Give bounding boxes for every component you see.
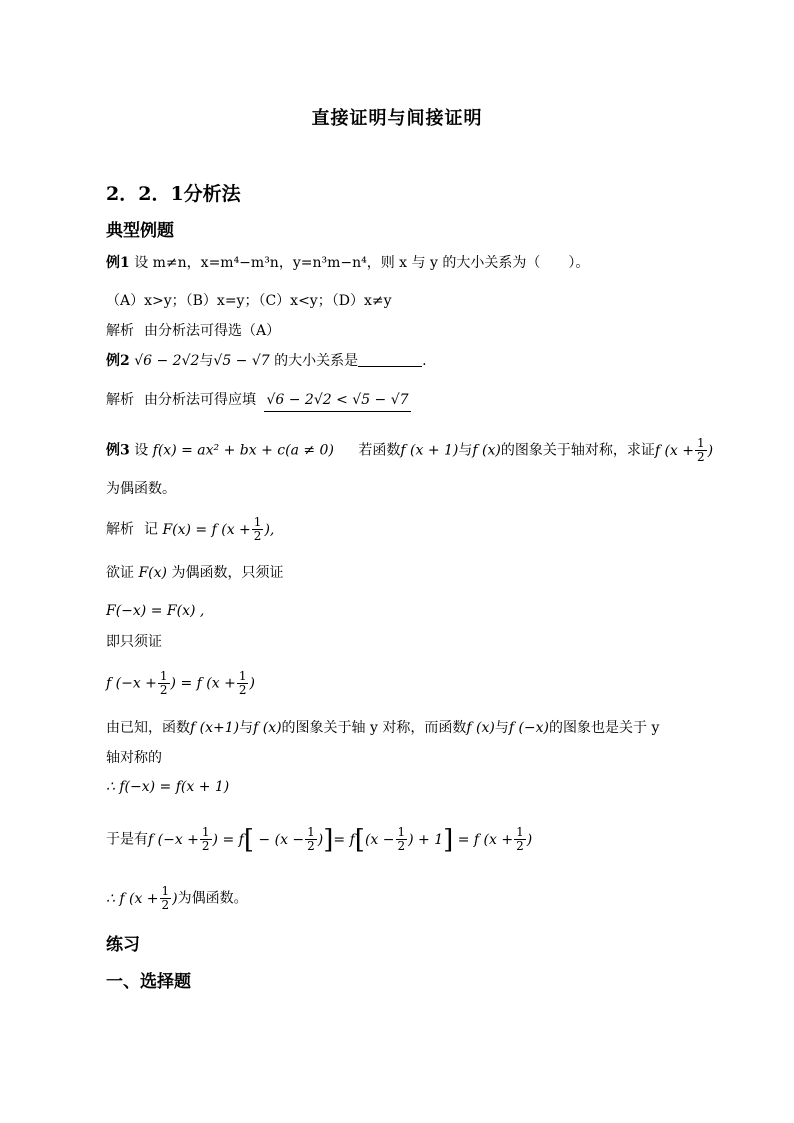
example-1-text: 设 m≠n，x=m⁴−m³n，y=n³m−n⁴，则 x 与 y 的大小关系为（ ）。	[129, 255, 590, 271]
only-need: 即只须证	[106, 634, 162, 650]
example-1-label: 例1	[106, 255, 130, 271]
known-statement: 由已知，函数f (x+1)与f (x)的图象关于轴 y 对称，而函数f (x)与f (−x)的图象也是关于 y	[106, 720, 660, 736]
example-3-analysis: 解析 记 F(x) = f (x + $\frac{1}{2}$ ),	[106, 515, 275, 543]
want-to-prove: 欲证 F(x) 为偶函数，只须证	[106, 565, 284, 581]
example-3-statement-cont: 为偶函数。	[106, 481, 176, 497]
known-statement-cont: 轴对称的	[106, 750, 162, 766]
analysis-label: 解析	[106, 392, 134, 408]
example-3-label: 例3	[106, 442, 130, 459]
section-heading: 2．2．1分析法	[106, 183, 241, 205]
example-1-options: （A）x>y；（B）x=y；（C）x<y；（D）x≠y	[106, 293, 392, 309]
connector: 与	[199, 353, 214, 369]
analysis-label: 解析	[106, 323, 134, 339]
derivation: 于是有f (−x + $\frac{1}{2}$ ) = f[ − (x − $\frac{1}{2}$ )]= f[(x − $\frac{1}{2}$ ) + 1] = f (x + $\frac{1}{2}$ )	[106, 824, 533, 855]
practice-heading: 练习	[106, 935, 140, 955]
analysis-label: 解析	[106, 521, 134, 538]
multiple-choice-heading: 一、选择题	[106, 972, 191, 992]
example-2-analysis	[106, 390, 411, 412]
subsection-heading: 典型例题	[106, 221, 174, 241]
answer-underlined: √6 − 2√2 < √5 − √7	[264, 390, 410, 412]
example-3-statement: 例3 设 f(x) = ax² + bx + c(a ≠ 0) 若函数f (x + 1)与f (x)的图象关于轴对称，求证f (x + $\frac{1}{2}$ )	[106, 436, 714, 464]
conclusion: ∴ f (x + $\frac{1}{2}$ )为偶函数。	[106, 884, 248, 912]
answer-blank	[358, 352, 422, 367]
equation-even: F(−x) = F(x) ,	[106, 603, 205, 619]
page-title: 直接证明与间接证明	[311, 108, 483, 129]
equation-target: f (−x + $\frac{1}{2}$ ) = f (x + $\frac{1}{2}$ )	[106, 669, 255, 697]
analysis-text: 由分析法可得选（A）	[144, 323, 281, 339]
expr-a: √6 − 2√2	[134, 353, 200, 369]
analysis-text: 由分析法可得应填	[144, 392, 256, 408]
example-1-analysis	[106, 321, 280, 341]
therefore-step: ∴ f(−x) = f(x + 1)	[106, 779, 230, 795]
example-1-statement	[106, 253, 589, 273]
example-2-label: 例2	[106, 353, 130, 369]
expr-b: √5 − √7	[213, 353, 270, 369]
quadratic-def: f(x) = ax² + bx + c(a ≠ 0)	[152, 442, 334, 459]
example-2-statement: 例2 √6 − 2√2与√5 − √7 的大小关系是 .	[106, 353, 427, 369]
statement-tail: 的大小关系是	[274, 353, 359, 369]
